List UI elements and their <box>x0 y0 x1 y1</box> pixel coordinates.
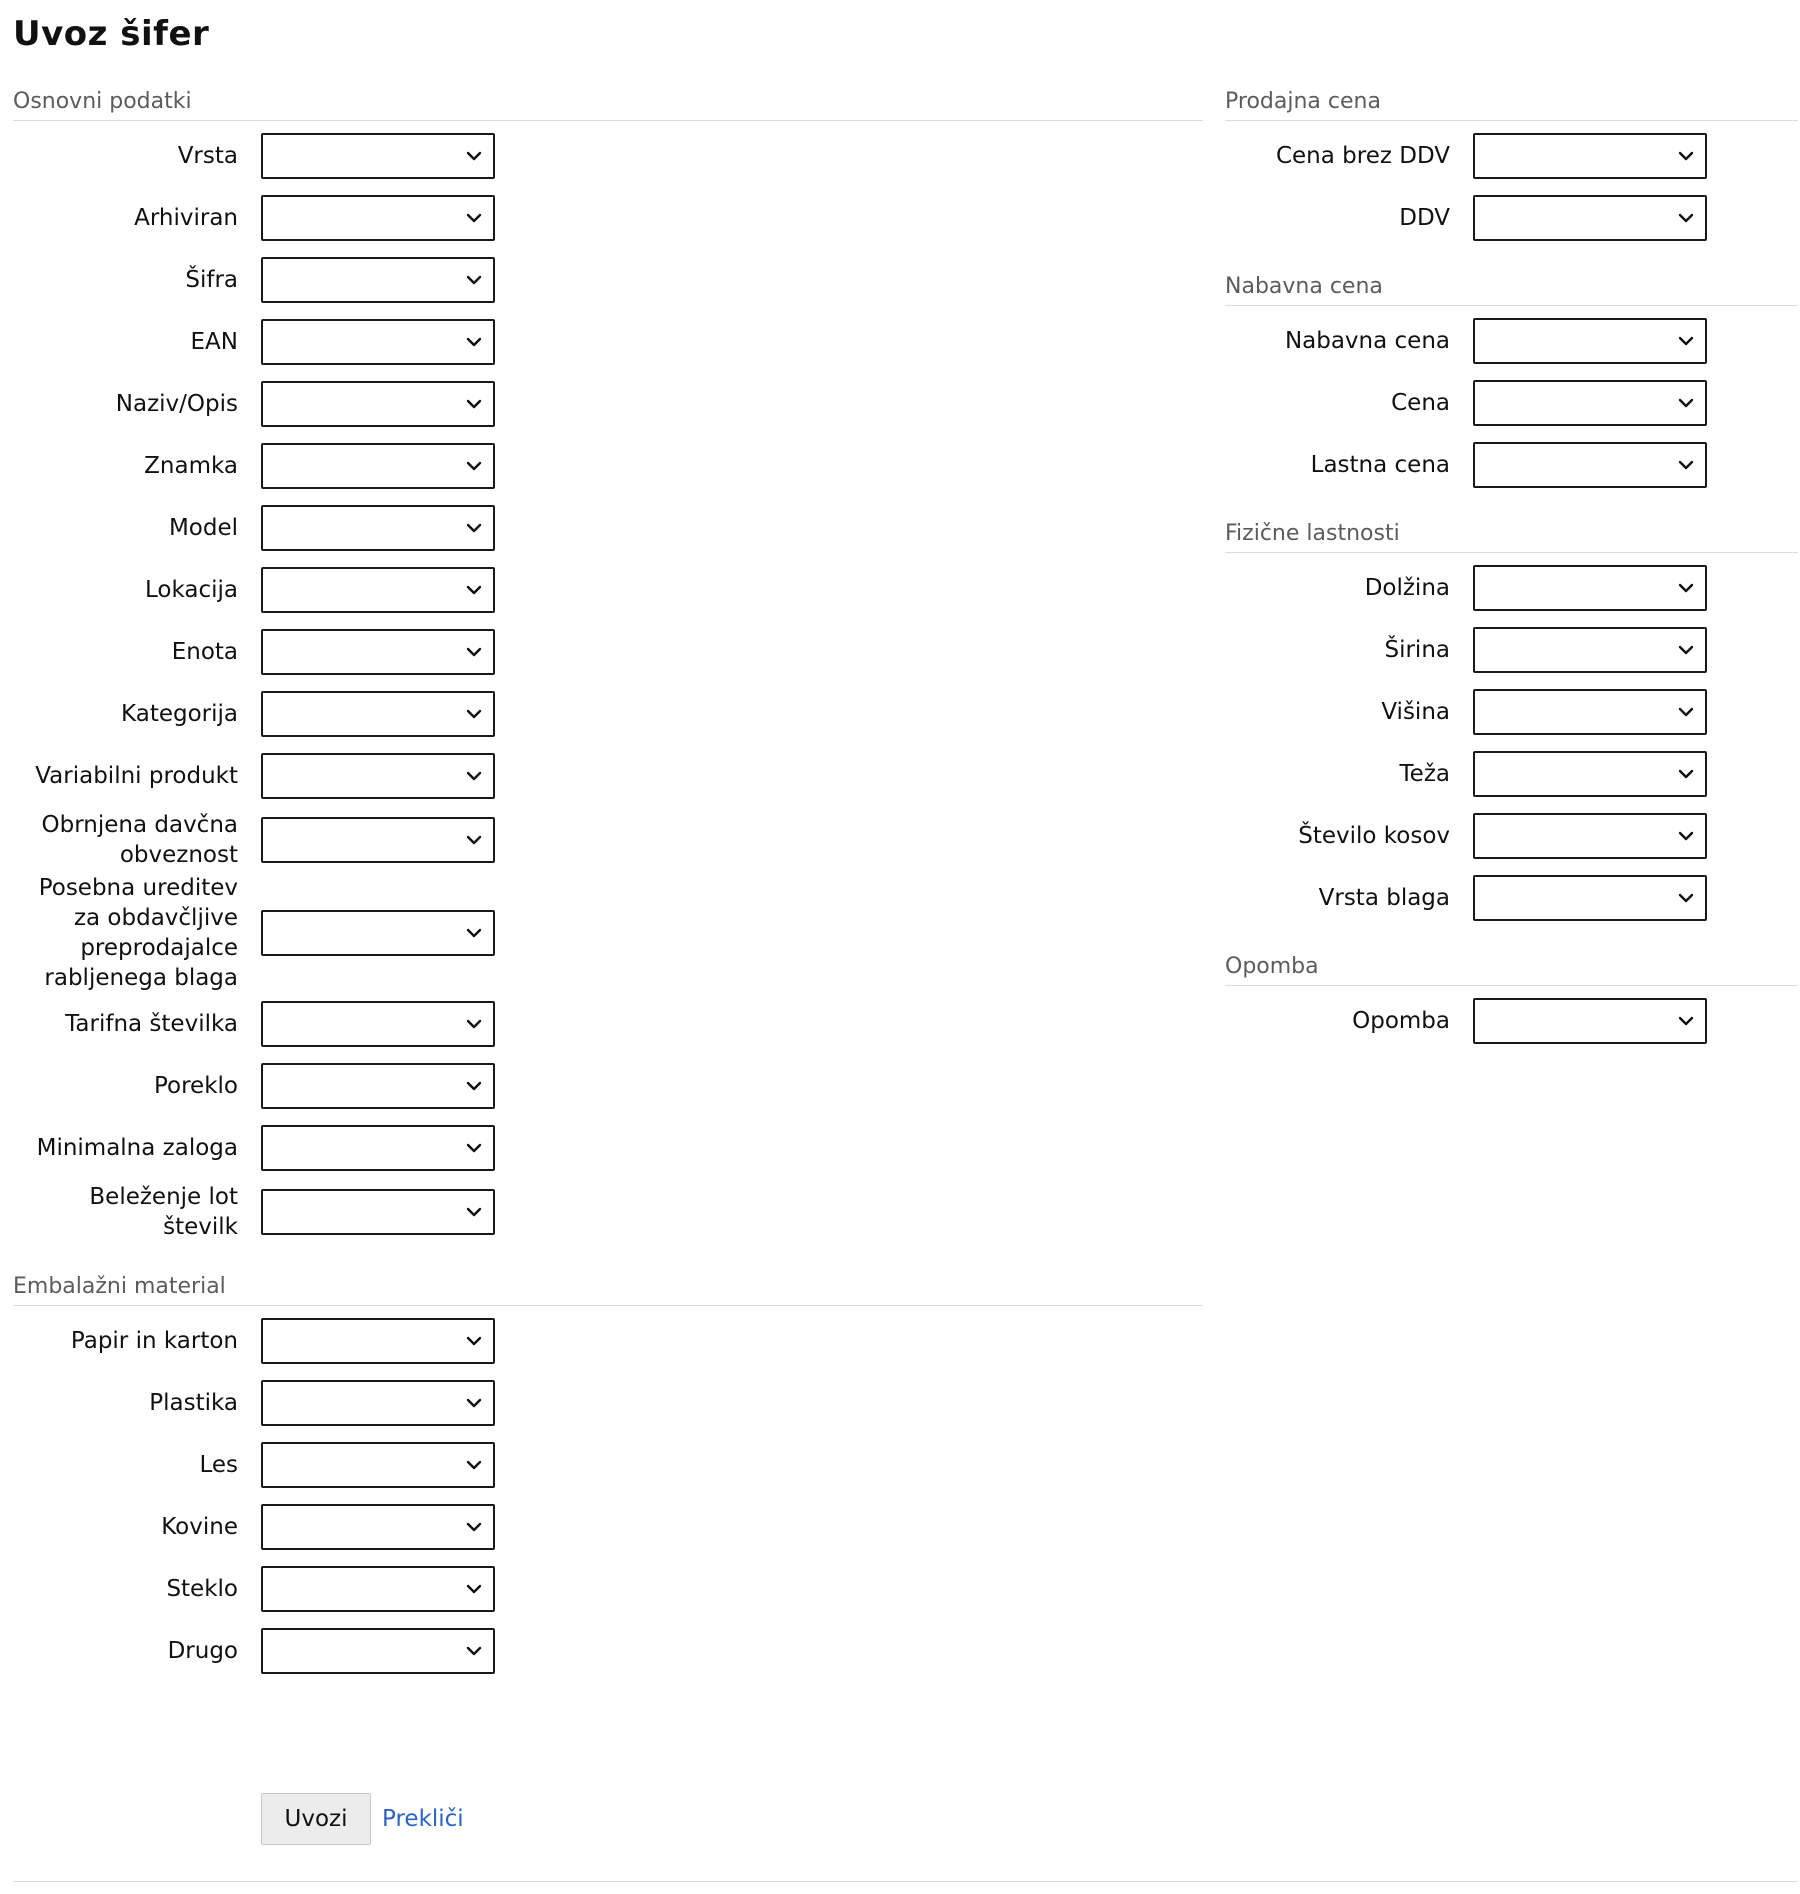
field-label: Enota <box>171 639 238 665</box>
field-row-sifra <box>13 249 1203 311</box>
chevron-down-icon <box>465 924 483 942</box>
field-label: Tarifna številka <box>65 1011 238 1037</box>
field-row-ean <box>13 311 1203 373</box>
column-select-znamka[interactable] <box>261 443 495 489</box>
chevron-down-icon <box>465 1332 483 1350</box>
chevron-down-icon <box>465 1139 483 1157</box>
column-select-dolzina[interactable] <box>1473 565 1707 611</box>
field-label: Les <box>199 1452 238 1478</box>
column-select-obrnjena-davcna-obveznost[interactable] <box>261 817 495 863</box>
field-row-lastna-cena <box>1225 434 1798 496</box>
chevron-down-icon <box>465 271 483 289</box>
field-label: Znamka <box>144 453 238 479</box>
section-osnovni-podatki <box>13 84 1203 1269</box>
chevron-down-icon <box>465 1580 483 1598</box>
chevron-down-icon <box>465 209 483 227</box>
field-row-tarifna-stevilka <box>13 993 1203 1055</box>
footer-divider <box>13 1881 1798 1882</box>
page-title: Uvoz šifer <box>13 14 210 54</box>
column-select-cena-brez-ddv[interactable] <box>1473 133 1707 179</box>
field-label: Širina <box>1384 637 1450 663</box>
column-select-belezenje-lot-stevilk[interactable] <box>261 1189 495 1235</box>
field-label: Naziv/Opis <box>115 391 238 417</box>
column-select-arhiviran[interactable] <box>261 195 495 241</box>
column-select-kovine[interactable] <box>261 1504 495 1550</box>
chevron-down-icon <box>465 643 483 661</box>
field-label: Število kosov <box>1298 823 1450 849</box>
field-label: Cena brez DDV <box>1275 143 1450 169</box>
field-row-enota <box>13 621 1203 683</box>
column-select-les[interactable] <box>261 1442 495 1488</box>
field-row-sirina <box>1225 619 1798 681</box>
field-label: Plastika <box>149 1390 238 1416</box>
field-row-poreklo <box>13 1055 1203 1117</box>
column-select-model[interactable] <box>261 505 495 551</box>
section-title: Embalažni material <box>13 1269 1203 1306</box>
field-row-variabilni-produkt <box>13 745 1203 807</box>
chevron-down-icon <box>1677 889 1695 907</box>
chevron-down-icon <box>1677 209 1695 227</box>
column-select-nabavna-cena[interactable] <box>1473 318 1707 364</box>
field-row-nabavna-cena <box>1225 310 1798 372</box>
field-row-visina <box>1225 681 1798 743</box>
field-row-dolzina <box>1225 557 1798 619</box>
column-select-minimalna-zaloga[interactable] <box>261 1125 495 1171</box>
chevron-down-icon <box>465 1642 483 1660</box>
chevron-down-icon <box>465 1015 483 1033</box>
field-label: Šifra <box>185 267 238 293</box>
chevron-down-icon <box>1677 147 1695 165</box>
field-row-znamka <box>13 435 1203 497</box>
field-label: Nabavna cena <box>1284 328 1450 354</box>
field-label: Minimalna zaloga <box>36 1135 238 1161</box>
field-row-steklo <box>13 1558 1203 1620</box>
column-select-enota[interactable] <box>261 629 495 675</box>
section-title: Fizične lastnosti <box>1225 516 1798 553</box>
column-select-papir-in-karton[interactable] <box>261 1318 495 1364</box>
chevron-down-icon <box>1677 703 1695 721</box>
chevron-down-icon <box>465 1518 483 1536</box>
field-label: Cena <box>1391 390 1450 416</box>
field-row-obrnjena-davcna-obveznost <box>13 807 1203 873</box>
section-prodajna-cena <box>1225 84 1798 269</box>
section-title: Opomba <box>1225 949 1798 986</box>
field-label: Obrnjena davčna obveznost <box>41 812 238 868</box>
section-embalazni-material <box>13 1269 1203 1706</box>
column-select-ean[interactable] <box>261 319 495 365</box>
field-row-posebna-ureditev-za-obdavcljive-preprodajalce-rabljenega-blaga <box>13 873 1203 993</box>
chevron-down-icon <box>465 395 483 413</box>
chevron-down-icon <box>1677 1012 1695 1030</box>
chevron-down-icon <box>465 519 483 537</box>
field-row-minimalna-zaloga <box>13 1117 1203 1179</box>
field-row-lokacija <box>13 559 1203 621</box>
field-row-vrsta-blaga <box>1225 867 1798 929</box>
field-label: Posebna ureditev za obdavčljive preprodajalce rabljenega blaga <box>38 875 238 991</box>
chevron-down-icon <box>1677 394 1695 412</box>
chevron-down-icon <box>465 831 483 849</box>
column-select-lastna-cena[interactable] <box>1473 442 1707 488</box>
column-select-poreklo[interactable] <box>261 1063 495 1109</box>
field-label: Poreklo <box>153 1073 238 1099</box>
column-select-steklo[interactable] <box>261 1566 495 1612</box>
chevron-down-icon <box>465 1394 483 1412</box>
column-select-stevilo-kosov[interactable] <box>1473 813 1707 859</box>
chevron-down-icon <box>465 1203 483 1221</box>
chevron-down-icon <box>1677 332 1695 350</box>
field-row-belezenje-lot-stevilk <box>13 1179 1203 1245</box>
field-row-drugo <box>13 1620 1203 1682</box>
column-select-sifra[interactable] <box>261 257 495 303</box>
chevron-down-icon <box>465 147 483 165</box>
chevron-down-icon <box>1677 641 1695 659</box>
section-title: Nabavna cena <box>1225 269 1798 306</box>
field-label: Lokacija <box>144 577 238 603</box>
field-label: Papir in karton <box>70 1328 238 1354</box>
field-row-les <box>13 1434 1203 1496</box>
column-select-drugo[interactable] <box>261 1628 495 1674</box>
field-label: Lastna cena <box>1310 452 1450 478</box>
column-select-cena[interactable] <box>1473 380 1707 426</box>
column-select-variabilni-produkt[interactable] <box>261 753 495 799</box>
field-label: Model <box>168 515 238 541</box>
field-label: Variabilni produkt <box>35 763 238 789</box>
field-row-kovine <box>13 1496 1203 1558</box>
section-fizicne-lastnosti <box>1225 516 1798 949</box>
field-row-cena-brez-ddv <box>1225 125 1798 187</box>
form-actions <box>261 1793 464 1845</box>
chevron-down-icon <box>1677 827 1695 845</box>
column-select-posebna-ureditev-za-obdavcljive-preprodajalce-rabljenega-blaga[interactable] <box>261 910 495 956</box>
field-row-plastika <box>13 1372 1203 1434</box>
chevron-down-icon <box>1677 765 1695 783</box>
field-row-kategorija <box>13 683 1203 745</box>
section-title: Osnovni podatki <box>13 84 1203 121</box>
field-label: Arhiviran <box>134 205 238 231</box>
field-label: Kategorija <box>121 701 238 727</box>
chevron-down-icon <box>465 705 483 723</box>
column-select-naziv-opis[interactable] <box>261 381 495 427</box>
field-row-vrsta <box>13 125 1203 187</box>
column-select-ddv[interactable] <box>1473 195 1707 241</box>
field-row-stevilo-kosov <box>1225 805 1798 867</box>
column-select-visina[interactable] <box>1473 689 1707 735</box>
field-row-naziv-opis <box>13 373 1203 435</box>
right-column <box>1225 84 1798 1072</box>
import-button[interactable]: Uvozi <box>261 1793 371 1845</box>
field-label: Drugo <box>167 1638 238 1664</box>
column-select-plastika[interactable] <box>261 1380 495 1426</box>
chevron-down-icon <box>465 1456 483 1474</box>
chevron-down-icon <box>465 581 483 599</box>
field-label: DDV <box>1399 205 1450 231</box>
chevron-down-icon <box>465 1077 483 1095</box>
field-row-arhiviran <box>13 187 1203 249</box>
column-select-teza[interactable] <box>1473 751 1707 797</box>
section-opomba <box>1225 949 1798 1072</box>
field-row-opomba <box>1225 990 1798 1052</box>
field-row-papir-in-karton <box>13 1310 1203 1372</box>
chevron-down-icon <box>465 333 483 351</box>
chevron-down-icon <box>465 767 483 785</box>
field-row-ddv <box>1225 187 1798 249</box>
field-label: EAN <box>190 329 238 355</box>
field-label: Beleženje lot številk <box>89 1184 238 1240</box>
field-label: Višina <box>1381 699 1450 725</box>
field-label: Dolžina <box>1364 575 1450 601</box>
field-label: Teža <box>1399 761 1450 787</box>
column-select-sirina[interactable] <box>1473 627 1707 673</box>
field-row-cena <box>1225 372 1798 434</box>
field-row-model <box>13 497 1203 559</box>
column-select-vrsta-blaga[interactable] <box>1473 875 1707 921</box>
field-label: Vrsta <box>177 143 238 169</box>
column-select-lokacija[interactable] <box>261 567 495 613</box>
field-label: Steklo <box>166 1576 238 1602</box>
column-select-tarifna-stevilka[interactable] <box>261 1001 495 1047</box>
section-title: Prodajna cena <box>1225 84 1798 121</box>
cancel-link[interactable]: Prekliči <box>382 1806 464 1832</box>
field-label: Vrsta blaga <box>1318 885 1450 911</box>
field-label: Opomba <box>1352 1008 1450 1034</box>
chevron-down-icon <box>465 457 483 475</box>
field-label: Kovine <box>161 1514 238 1540</box>
chevron-down-icon <box>1677 456 1695 474</box>
section-nabavna-cena <box>1225 269 1798 516</box>
column-select-vrsta[interactable] <box>261 133 495 179</box>
field-row-teza <box>1225 743 1798 805</box>
chevron-down-icon <box>1677 579 1695 597</box>
column-select-opomba[interactable] <box>1473 998 1707 1044</box>
left-column <box>13 84 1203 1706</box>
column-select-kategorija[interactable] <box>261 691 495 737</box>
